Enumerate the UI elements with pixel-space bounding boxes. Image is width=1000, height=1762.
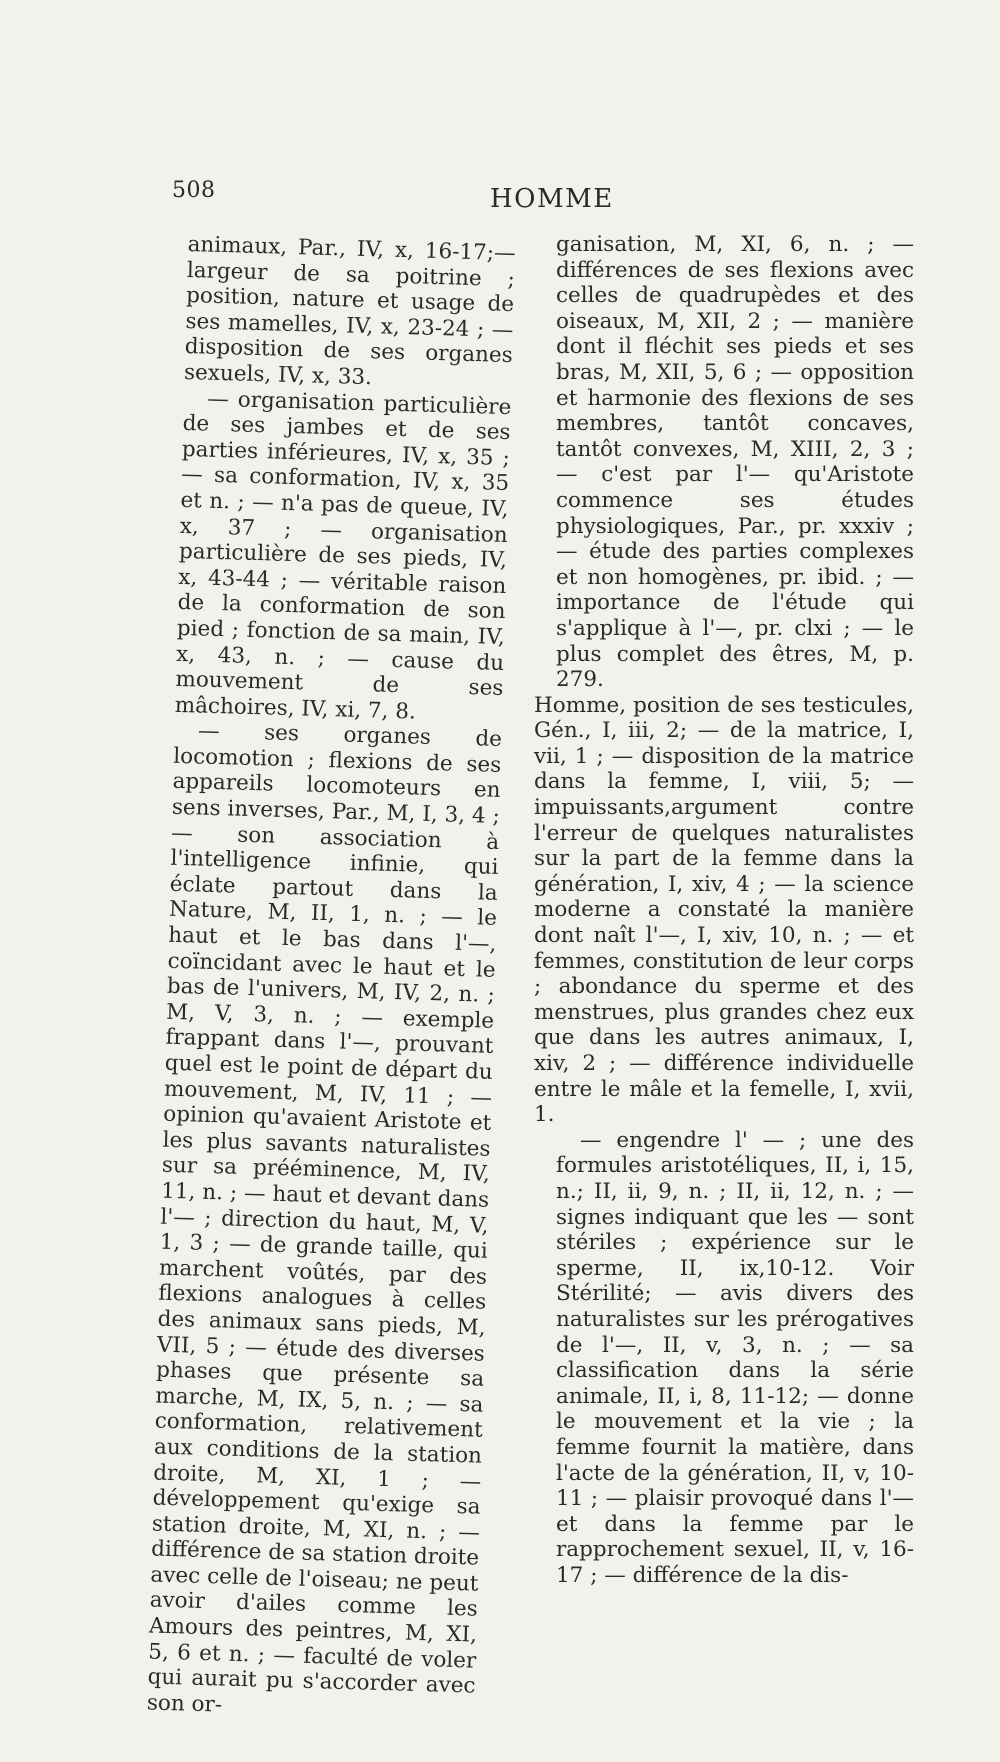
- left-paragraph-1: animaux, Par., IV, x, 16-17;— largeur de sa poitrine ; position, nature et usage de ses mamelles, IV, x, 23-24 ; — disposition de ses organes sexuels, IV, x, 33.: [183, 232, 516, 391]
- right-paragraph-3: — engendre l' — ; une des formules aristotéliques, II, i, 15, n.; II, ii, 9, n. ; II, ii, 12, n. ; — signes indiquant que les — sont stériles ; expérience sur le sperme, II, ix,10-12. Voir Stérilité; — avis divers des naturalistes sur les prérogatives de l'—, II, v, 3, n. ; — sa classification dans la série animale, II, i, 8, 11-12; — donne le mouvement et la vie ; la femme fournit la matière, dans l'acte de la génération, II, v, 10-11 ; — plaisir provoqué dans l'— et dans la femme par le rapprochement sexuel, II, v, 16-17 ; — différence de la dis-: [556, 1127, 914, 1588]
- left-paragraph-3: — ses organes de locomotion ; flexions de ses appareils locomoteurs en sens inverses, Par., M, I, 3, 4 ; — son association à l'intelligence infinie, qui éclate partout dans la Nature, M, II, 1, n. ; — le haut et le bas dans l'—, coïncidant avec le haut et le bas de l'univers, M, IV, 2, n. ; M, V, 3, n. ; — exemple frappant dans l'—, prouvant quel est le point de départ du mouvement, M, IV, 11 ; — opinion qu'avaient Aristote et les plus savants naturalistes sur sa prééminence, M, IV, 11, n. ; — haut et devant dans l'— ; direction du haut, M, V, 1, 3 ; — de grande taille, qui marchent voûtés, par des flexions analogues à celles des animaux sans pieds, M, VII, 5 ; — étude des diverses phases que présente sa marche, M, IX, 5, n. ; — sa conformation, relativement aux conditions de la station droite, M, XI, 1 ; — développement qu'exige sa station droite, M, XI, n. ; — différence de sa station droite avec celle de l'oiseau; ne peut avoir d'ailes comme les Amours des peintres, M, XI, 5, 6 et n. ; — faculté de voler qui aurait pu s'accorder avec son or-: [146, 718, 503, 1718]
- left-column: [147, 232, 516, 1725]
- running-head: HOMME: [490, 184, 614, 214]
- right-column: [534, 232, 914, 1588]
- left-paragraph-2: — organisation particulière de ses jambes et de ses parties inférieures, IV, x, 35 ; — sa conformation, IV, x, 35 et n. ; — n'a pas de queue, IV, x, 37 ; — organisation particulière de ses pieds, IV, x, 43-44 ; — véritable raison de la conformation de son pied ; fonction de sa main, IV, x, 43, n. ; — cause du mouvement de ses mâchoires, IV, xi, 7, 8.: [174, 386, 512, 725]
- right-paragraph-1: ganisation, M, XI, 6, n. ; — différences de ses flexions avec celles de quadrupèdes et des oiseaux, M, XII, 2 ; — manière dont il fléchit ses pieds et ses bras, M, XII, 5, 6 ; — opposition et harmonie des flexions de ses membres, tantôt concaves, tantôt convexes, M, XIII, 2, 3 ; — c'est par l'— qu'Aristote commence ses études physiologiques, Par., pr. xxxiv ; — étude des parties complexes et non homogènes, pr. ibid. ; — importance de l'étude qui s'applique à l'—, pr. clxi ; — le plus complet des êtres, M, p. 279.: [556, 232, 914, 693]
- right-paragraph-2: Homme, position de ses testicules, Gén., I, iii, 2; — de la matrice, I, vii, 1 ; — disposition de la matrice dans la femme, I, viii, 5; — impuissants,argument contre l'erreur de quelques naturalistes sur la part de la femme dans la génération, I, xiv, 4 ; — la science moderne a constaté la manière dont naît l'—, I, xiv, 10, n. ; — et femmes, constitution de leur corps ; abondance du sperme et des menstrues, plus grandes chez eux que dans les autres animaux, I, xiv, 2 ; — différence individuelle entre le mâle et la femelle, I, xvii, 1.: [534, 692, 914, 1128]
- page-number: 508: [172, 178, 216, 203]
